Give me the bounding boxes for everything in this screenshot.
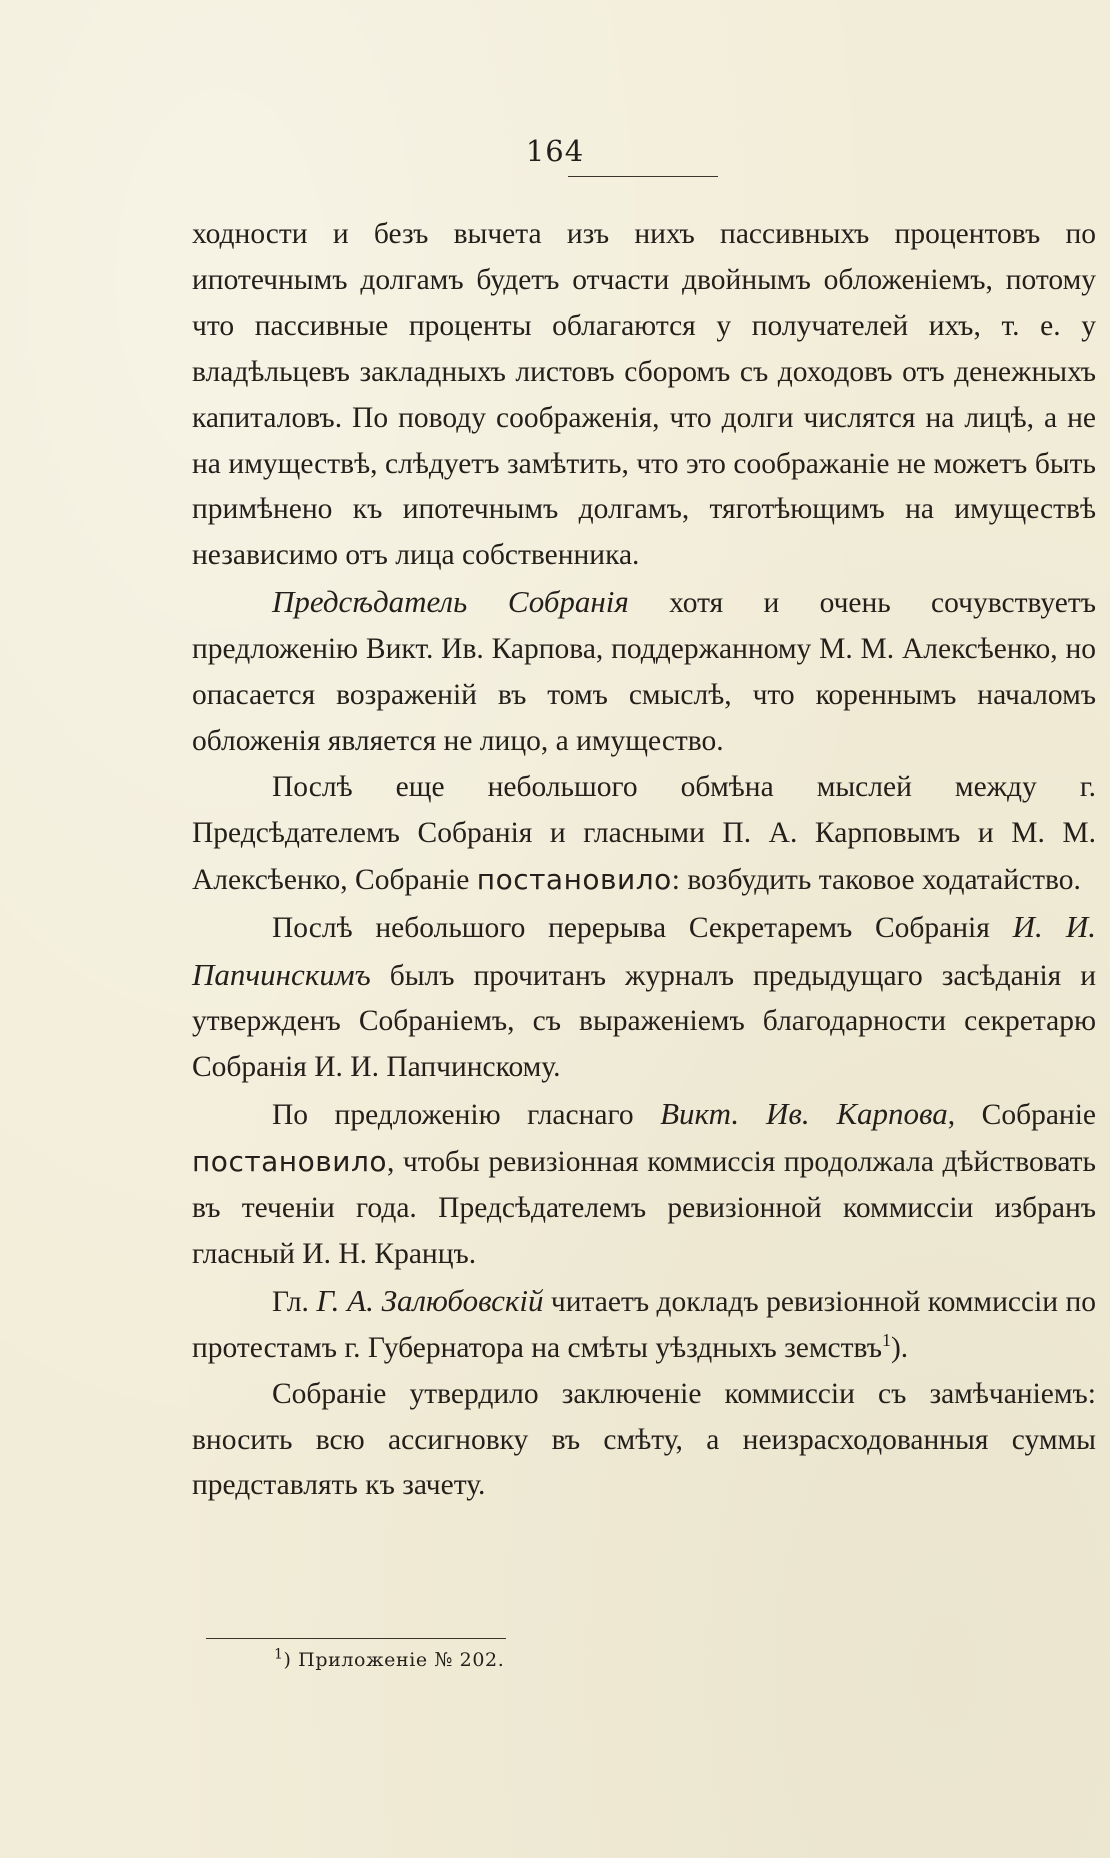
secretary-name: И. И. Папчинскимъ [192,908,1096,992]
paragraph-3-after: : возбудить таковое ходатайство. [671,863,1081,896]
resolution-word: постановило [476,862,672,896]
footnote-text: ) Приложеніе № 202. [283,1649,505,1671]
footnote [274,1643,504,1677]
header-rule [568,176,718,177]
paragraph-6 [192,1278,1096,1372]
paragraph-5-before: По предложенію гласнаго [272,1099,661,1132]
paragraph-4-after: былъ прочитанъ журналъ предыдущаго засѣданія и утвержденъ Собраніемъ, съ выраженіемъ благодарности секретарю Собранія И. И. Папчинскому. [192,959,1096,1084]
footnote-reference[interactable]: 1 [881,1329,891,1350]
paragraph-6-end: ). [890,1331,909,1364]
proposer-name: Викт. Ив. Карпова [660,1096,948,1132]
paragraph-2-text: хотя и очень сочувствуетъ предложенію Викт. Ив. Карпова, поддержанному М. М. Алексѣенко, но опасается возраженій въ томъ смыслѣ, что кореннымъ началомъ обложенія является не лицо, а имущество. [192,587,1096,757]
paragraph-6-text: читаетъ докладъ ревизіонной коммиссіи по протестамъ г. Губернатора на смѣты уѣздныхъ земствъ [192,1285,1096,1364]
resolution-word: постановило [192,1145,387,1179]
footnote-mark: 1 [274,1646,284,1663]
paragraph-1: ходности и безъ вычета изъ нихъ пассивныхъ процентовъ по ипотечнымъ долгамъ будетъ отчасти двойнымъ обложеніемъ, потому что пассивные проценты облагаются у получателей ихъ, т. е. у владѣльцевъ закладныхъ листовъ сборомъ съ доходовъ отъ денежныхъ капиталовъ. По поводу соображенія, что долги числятся на лицѣ, а не на имуществѣ, слѣдуетъ замѣтить, что это соображаніе не можетъ быть примѣнено къ ипотечнымъ долгамъ, тяготѣющимъ на имуществѣ независимо отъ лица собственника. [192,218,1096,572]
body-text [192,212,1096,1509]
paragraph-5-middle: , Собраніе [947,1099,1097,1132]
page-number: 164 [525,134,585,168]
paragraph-2 [192,579,1096,765]
paragraph-6-prefix: Гл. [272,1285,317,1318]
paragraph-3-before: Послѣ еще небольшого обмѣна мыслей между г. Предсѣдателемъ Собранія и гласными П. А. Карповымъ и М. М. Алексѣенко, Собраніе [192,770,1096,896]
footnote-rule [206,1638,506,1639]
paragraph-5-after: , чтобы ревизіонная коммиссія продолжала дѣйствовать въ теченіи года. Предсѣдателемъ ревизіонной коммиссіи избранъ гласный И. Н. Кранцъ. [192,1146,1096,1270]
speaker-name: Г. А. Залюбовскій [316,1282,544,1318]
paragraph-4-before: Послѣ небольшого перерыва Секретаремъ Собранія [272,911,1013,944]
paragraph-5 [192,1091,1096,1278]
paragraph-3 [192,765,1096,904]
paragraph-4 [192,904,1096,1092]
speaker-name: Предсѣдатель Собранія [272,584,629,620]
paragraph-7: Собраніе утвердило заключеніе коммиссіи съ замѣчаніемъ: вносить всю ассигновку въ смѣту, а неизрасходованныя суммы представлять къ зачету. [192,1377,1096,1502]
